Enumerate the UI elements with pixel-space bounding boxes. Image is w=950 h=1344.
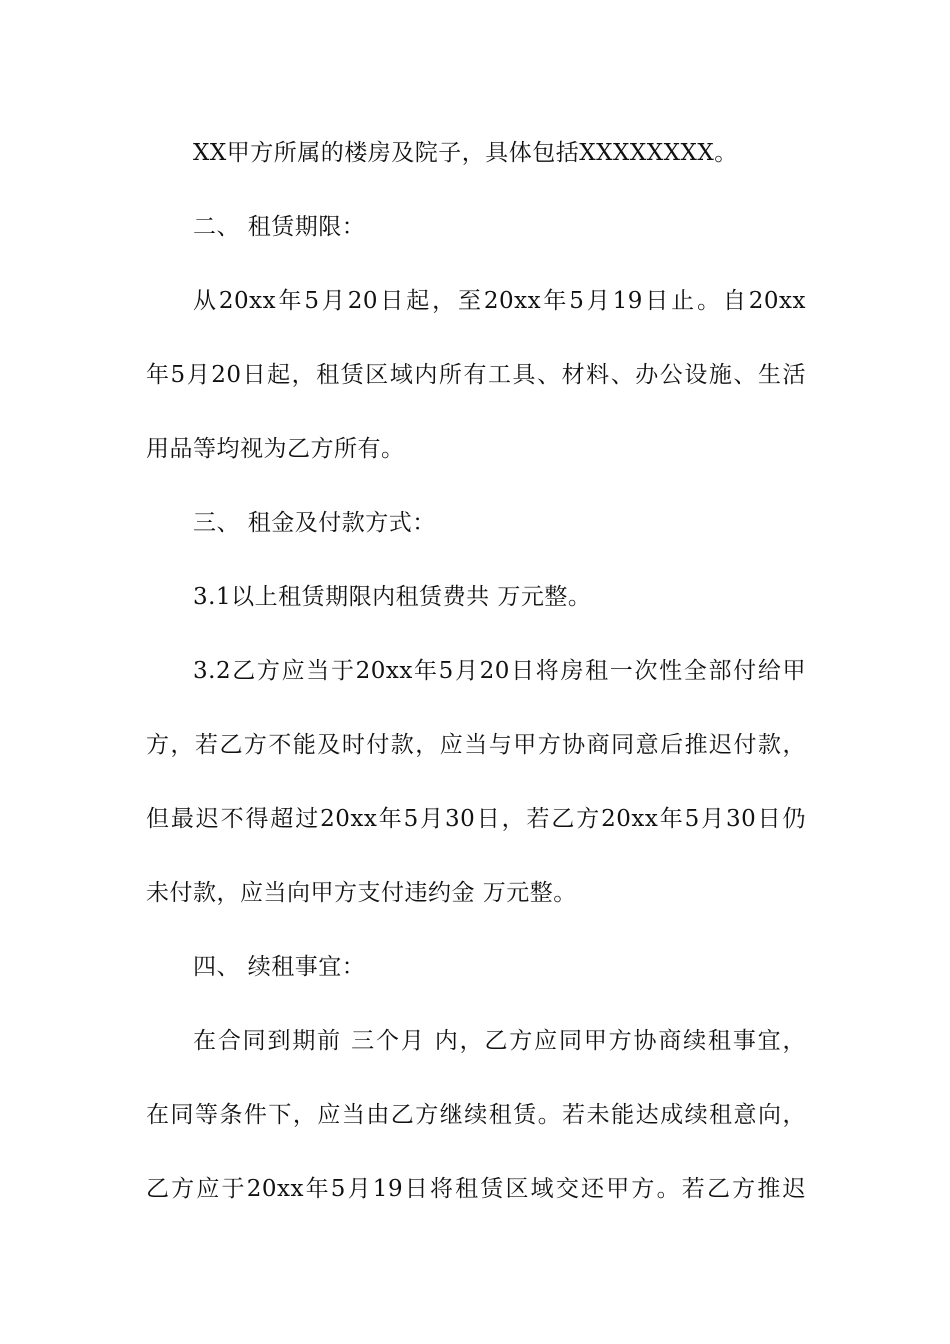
paragraph-line: 方，若乙方不能及时付款，应当与甲方协商同意后推迟付款， [146, 732, 806, 758]
paragraph-line: XX甲方所属的楼房及院子，具体包括XXXXXXXX。 [193, 140, 738, 166]
paragraph-line: 从20xx年5月20日起，至20xx年5月19日止。自20xx [193, 288, 806, 314]
paragraph-line: 3.1以上租赁期限内租赁费共 万元整。 [193, 584, 592, 610]
paragraph-line: 3.2乙方应当于20xx年5月20日将房租一次性全部付给甲 [193, 658, 806, 684]
paragraph-line: 用品等均视为乙方所有。 [146, 436, 405, 462]
paragraph-line: 但最迟不得超过20xx年5月30日，若乙方20xx年5月30日仍 [146, 806, 806, 832]
paragraph-line: 在同等条件下，应当由乙方继续租赁。若未能达成续租意向， [146, 1102, 806, 1128]
section-heading: 二、 租赁期限： [193, 214, 366, 240]
section-heading: 四、 续租事宜： [193, 954, 366, 980]
paragraph-line: 年5月20日起，租赁区域内所有工具、材料、办公设施、生活 [146, 362, 806, 388]
paragraph-line: 乙方应于20xx年5月19日将租赁区域交还甲方。若乙方推迟 [146, 1176, 806, 1202]
section-heading: 三、 租金及付款方式： [193, 510, 436, 536]
paragraph-line: 在合同到期前 三个月 内，乙方应同甲方协商续租事宜， [193, 1028, 806, 1054]
paragraph-line: 未付款，应当向甲方支付违约金 万元整。 [146, 880, 577, 906]
